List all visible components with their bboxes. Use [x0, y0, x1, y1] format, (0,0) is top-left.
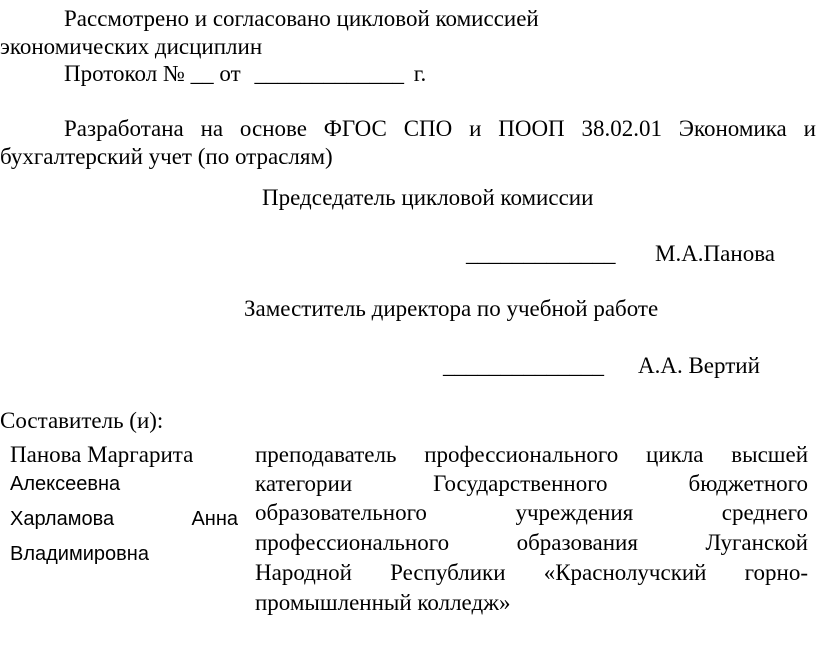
- description-word: среднего: [721, 500, 808, 525]
- description-word: Государственного: [433, 471, 608, 496]
- basis-word: и: [803, 116, 816, 141]
- description-word: Республики: [390, 560, 506, 585]
- basis-word: на: [200, 116, 224, 141]
- description-word: Народной: [255, 560, 352, 585]
- compiler-name-2-given: Анна: [191, 508, 238, 530]
- description-word: образования: [516, 530, 638, 555]
- description-line-5: [255, 558, 808, 588]
- basis-word: основе: [239, 116, 307, 141]
- protocol-line: [64, 60, 426, 88]
- basis-line-1: [0, 115, 816, 143]
- protocol-year: г.: [413, 61, 427, 86]
- basis-word: СПО: [403, 116, 453, 141]
- protocol-date-blank: _____________: [254, 61, 404, 86]
- description-word: цикла: [646, 442, 704, 467]
- basis-word: и: [469, 116, 482, 141]
- description-word: профессионального: [255, 530, 450, 555]
- description-line-1: [255, 440, 808, 470]
- basis-word: Разработана: [64, 116, 184, 141]
- description-word: профессионального: [424, 442, 619, 467]
- deputy-title: Заместитель директора по учебной работе: [244, 296, 659, 321]
- description-word: категории: [255, 471, 353, 496]
- compiler-name-1: Панова Маргарита: [10, 442, 194, 467]
- basis-word: Экономика: [678, 116, 787, 141]
- description-word: образовательного: [255, 500, 427, 525]
- compilers-table: [0, 437, 816, 617]
- description-line-3: [255, 498, 808, 528]
- description-word: бюджетного: [688, 471, 808, 496]
- chair-signature-line: _____________: [466, 241, 616, 266]
- description-word: «Краснолучский: [543, 560, 707, 585]
- chair-name: М.А.Панова: [655, 241, 775, 266]
- description-word: Луганской: [705, 530, 808, 555]
- compiler-name-2: [10, 506, 238, 532]
- basis-word: ФГОС: [323, 116, 387, 141]
- compiler-name-2-surname: Харламова: [10, 508, 115, 530]
- description-word: учреждения: [515, 500, 634, 525]
- basis-line-2: бухгалтерский учет (по отраслям): [0, 144, 333, 169]
- approval-line-2: экономических дисциплин: [0, 34, 263, 59]
- description-line-2: [255, 469, 808, 499]
- basis-word: 38.02.01: [581, 116, 662, 141]
- compilers-label: Составитель (и):: [0, 408, 164, 433]
- chair-title: Председатель цикловой комиссии: [262, 185, 594, 210]
- description-word: горно-: [744, 560, 808, 585]
- description-word: преподаватель: [255, 442, 397, 467]
- description-line-6: промышленный колледж»: [255, 590, 511, 615]
- description-word: высшей: [731, 442, 808, 467]
- deputy-signature-line: ______________: [443, 353, 604, 378]
- compiler-name-1-patronymic: Алексеевна: [10, 473, 121, 495]
- deputy-name: А.А. Вертий: [638, 353, 760, 378]
- protocol-label: Протокол № __ от: [64, 61, 241, 86]
- description-line-4: [255, 528, 808, 558]
- basis-word: ПООП: [498, 116, 565, 141]
- compiler-name-2-patronymic: Владимировна: [10, 543, 149, 565]
- approval-line-1: Рассмотрено и согласовано цикловой комиссией: [64, 6, 539, 31]
